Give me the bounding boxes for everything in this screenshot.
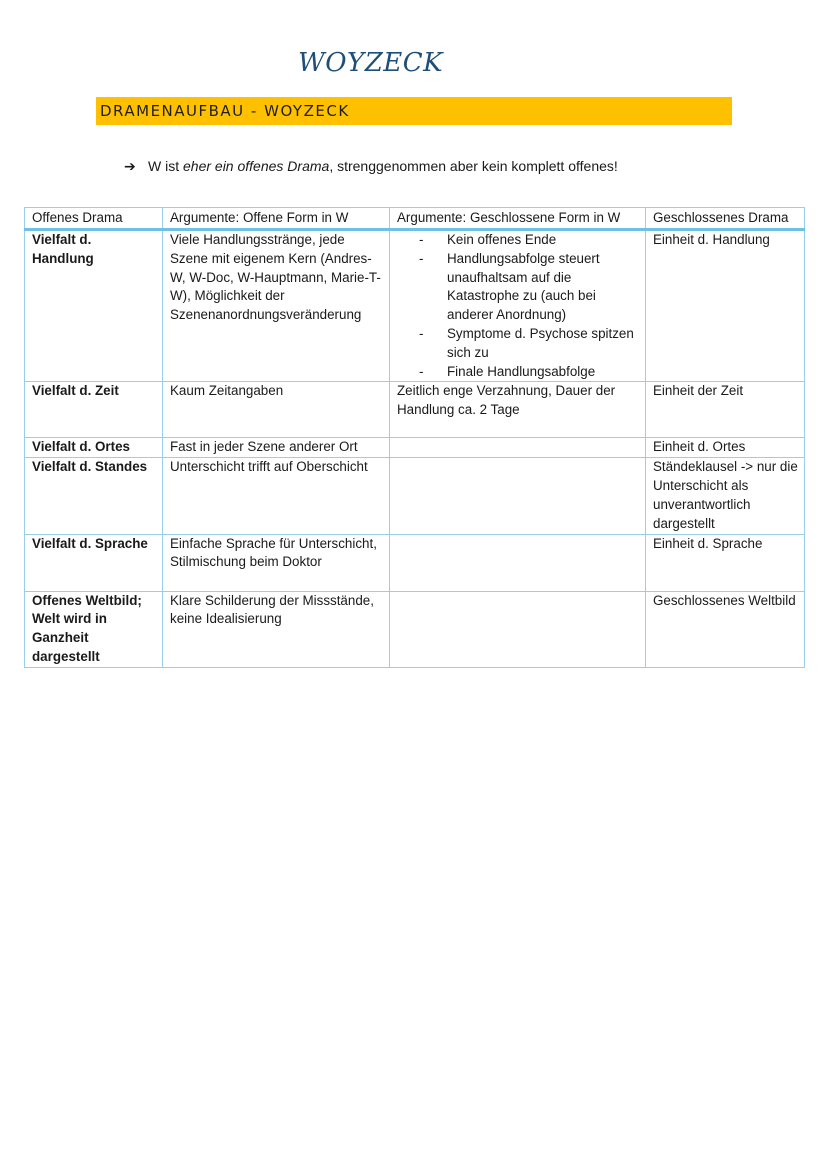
note-text-2: , strenggenommen aber kein komplett offenes! <box>329 158 618 174</box>
list-item: - Handlungsabfolge steuert unaufhaltsam auf die Katastrophe zu (auch bei anderer Anordnung) <box>419 250 639 325</box>
section-banner: DRAMENAUFBAU - WOYZECK <box>96 97 732 125</box>
row-label: Vielfalt d. Standes <box>25 458 163 534</box>
closed-argument-list <box>397 231 639 381</box>
header-open-drama: Offenes Drama <box>25 208 163 230</box>
open-argument: Klare Schilderung der Missstände, keine Idealisierung <box>163 591 390 667</box>
comparison-table <box>24 207 805 668</box>
list-item: - Kein offenes Ende <box>419 231 639 250</box>
header-closed-arguments: Argumente: Geschlossene Form in W <box>390 208 646 230</box>
table-row <box>25 458 805 534</box>
list-item: - Finale Handlungsabfolge <box>419 363 639 382</box>
open-argument: Fast in jeder Szene anderer Ort <box>163 438 390 458</box>
closed-drama-cell: Einheit d. Handlung <box>646 230 805 382</box>
open-argument: Einfache Sprache für Unterschicht, Stilmischung beim Doktor <box>163 534 390 591</box>
open-argument: Kaum Zeitangaben <box>163 382 390 438</box>
note-emphasis: eher ein offenes Drama <box>183 158 330 174</box>
table-row <box>25 534 805 591</box>
closed-drama-cell: Geschlossenes Weltbild <box>646 591 805 667</box>
closed-drama-cell: Ständeklausel -> nur die Unterschicht als unverantwortlich dargestellt <box>646 458 805 534</box>
closed-argument <box>390 438 646 458</box>
table-row <box>25 382 805 438</box>
row-label: Vielfalt d. Zeit <box>25 382 163 438</box>
table-row <box>25 591 805 667</box>
header-closed-drama: Geschlossenes Drama <box>646 208 805 230</box>
closed-drama-cell: Einheit d. Ortes <box>646 438 805 458</box>
closed-argument <box>390 230 646 382</box>
closed-argument <box>390 591 646 667</box>
closed-drama-cell: Einheit der Zeit <box>646 382 805 438</box>
closed-drama-cell: Einheit d. Sprache <box>646 534 805 591</box>
page-title: WOYZECK <box>298 48 444 78</box>
summary-note <box>124 156 618 176</box>
list-item: - Symptome d. Psychose spitzen sich zu <box>419 325 639 363</box>
header-open-arguments: Argumente: Offene Form in W <box>163 208 390 230</box>
row-label: Vielfalt d. Handlung <box>25 230 163 382</box>
row-label: Vielfalt d. Sprache <box>25 534 163 591</box>
open-argument: Viele Handlungsstränge, jede Szene mit eigenem Kern (Andres-W, W-Doc, W-Hauptmann, Marie-T-W), Möglichkeit der Szenenanordnungsveränderung <box>163 230 390 382</box>
table-row <box>25 438 805 458</box>
note-text-1: W ist <box>148 158 183 174</box>
closed-argument <box>390 534 646 591</box>
table-header-row <box>25 208 805 230</box>
table-row <box>25 230 805 382</box>
closed-argument <box>390 458 646 534</box>
row-label: Vielfalt d. Ortes <box>25 438 163 458</box>
arrow-icon: ➔ <box>124 158 136 174</box>
closed-argument: Zeitlich enge Verzahnung, Dauer der Handlung ca. 2 Tage <box>390 382 646 438</box>
row-label: Offenes Weltbild; Welt wird in Ganzheit dargestellt <box>25 591 163 667</box>
open-argument: Unterschicht trifft auf Oberschicht <box>163 458 390 534</box>
